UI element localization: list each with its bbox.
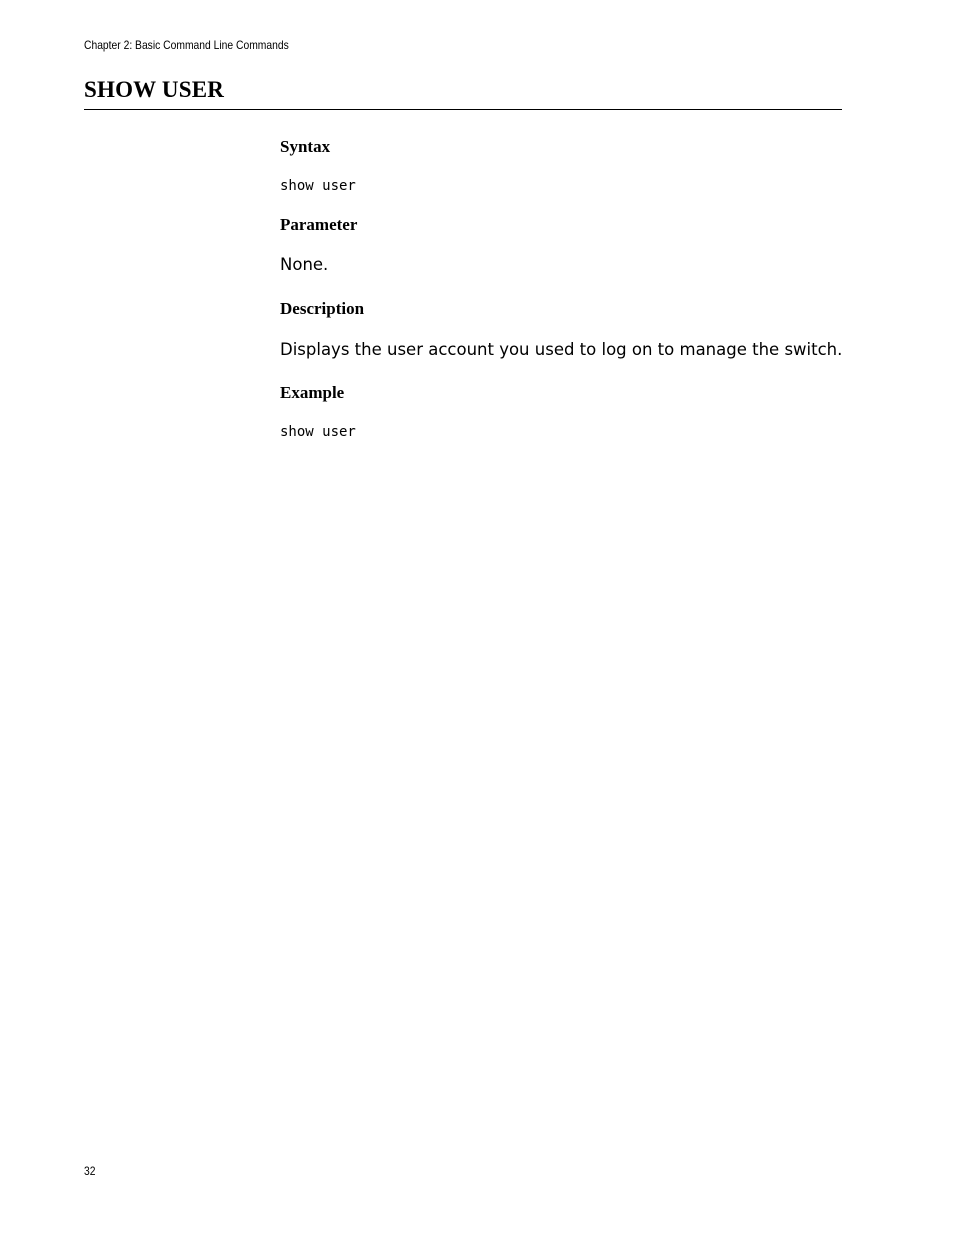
syntax-code: show user [280,178,356,194]
example-code: show user [280,424,356,440]
section-title: SHOW USER [84,77,225,102]
parameter-heading: Parameter [280,215,358,234]
syntax-heading: Syntax [280,137,331,156]
description-text: Displays the user account you used to log on to manage the switch. [280,340,843,359]
running-header: Chapter 2: Basic Command Line Commands [84,38,289,52]
example-heading: Example [280,383,345,402]
page-number: 32 [84,1164,96,1178]
description-heading: Description [280,299,365,318]
title-divider [84,109,842,110]
parameter-text: None. [280,255,329,274]
